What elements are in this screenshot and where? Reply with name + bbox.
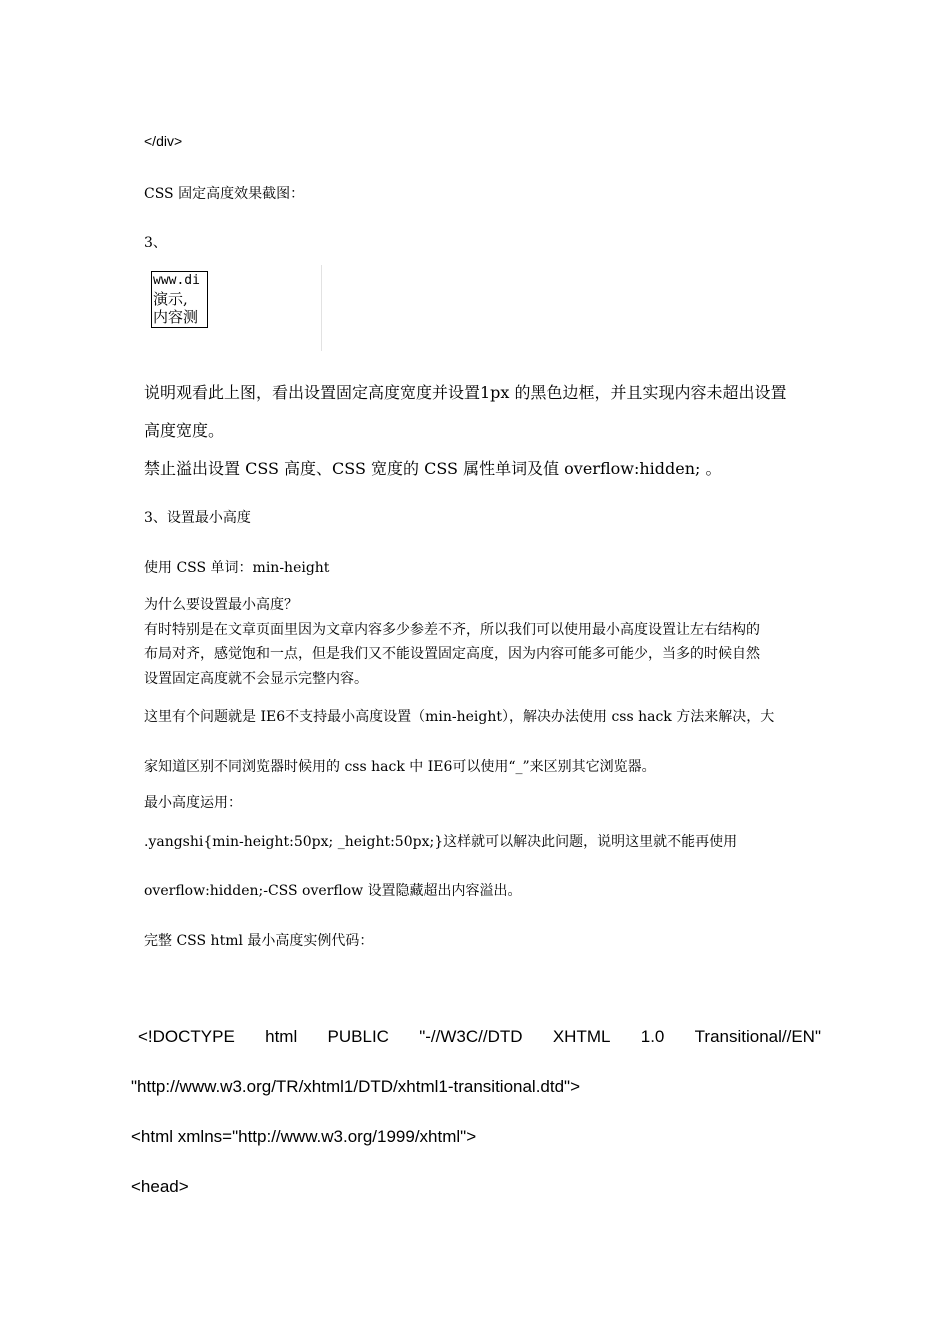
why-question: 为什么要设置最小高度？	[144, 597, 298, 613]
doctype-word: 1.0	[640, 1027, 665, 1046]
full-example-label: 完整 CSS html 最小高度实例代码：	[144, 933, 374, 949]
doctype-word: "-//W3C//DTD	[419, 1027, 523, 1046]
explanation-text: 说明观看此上图，看出设置固定高度宽度并设置1px 的黑色边框，并且实现内容未超出设置	[144, 383, 787, 402]
doctype-word: XHTML	[552, 1027, 611, 1046]
ie6-problem-text: 这里有个问题就是 IE6不支持最小高度设置（min-height），解决办法使用 css hack 方法来解决，大	[144, 709, 775, 725]
head-tag-line: <head>	[131, 1177, 189, 1196]
doctype-word: Transitional//EN"	[694, 1027, 821, 1046]
min-height-keyword: 使用 CSS 单词：min-height	[144, 560, 330, 576]
doctype-word: <!DOCTYPE	[138, 1027, 235, 1046]
demo-divider	[321, 265, 322, 351]
step-number: 3、	[144, 235, 167, 251]
doctype-line	[138, 1027, 821, 1047]
paragraph-line-2: 布局对齐，感觉饱和一点，但是我们又不能设置固定高度，因为内容可能多可能少，当多的时候自然	[144, 646, 760, 662]
doctype-word: PUBLIC	[327, 1027, 389, 1046]
demo-line-2: 演示,	[153, 290, 188, 308]
demo-line-1: www.di	[153, 273, 200, 288]
explanation-text-cont: 高度宽度。	[144, 421, 225, 440]
min-height-usage-label: 最小高度运用：	[144, 795, 242, 811]
demo-line-3: 内容测	[153, 308, 199, 326]
paragraph-line-3: 设置固定高度就不会显示完整内容。	[144, 671, 368, 687]
fixed-height-demo-image	[151, 271, 208, 328]
section-heading-min-height: 3、设置最小高度	[144, 510, 251, 526]
screenshot-caption: CSS 固定高度效果截图：	[144, 186, 305, 202]
doctype-word: html	[265, 1027, 298, 1046]
dtd-url-line: "http://www.w3.org/TR/xhtml1/DTD/xhtml1-transitional.dtd">	[131, 1077, 581, 1096]
paragraph-line-1: 有时特别是在文章页面里因为文章内容多少参差不齐，所以我们可以使用最小高度设置让左右结构的	[144, 622, 760, 638]
overflow-note-text: overflow:hidden;-CSS overflow 设置隐藏超出内容溢出。	[144, 883, 522, 899]
ie6-hack-text: 家知道区别不同浏览器时候用的 css hack 中 IE6可以使用“_”来区别其它浏览器。	[144, 759, 656, 775]
html-tag-line: <html xmlns="http://www.w3.org/1999/xhtml">	[131, 1127, 477, 1146]
closing-div-text: </div>	[144, 133, 183, 149]
overflow-hidden-text: 禁止溢出设置 CSS 高度、CSS 宽度的 CSS 属性单词及值 overflow:hidden; 。	[144, 459, 722, 478]
yangshi-code-text: .yangshi{min-height:50px; _height:50px;}这样就可以解决此问题，说明这里就不能再使用	[144, 834, 738, 850]
